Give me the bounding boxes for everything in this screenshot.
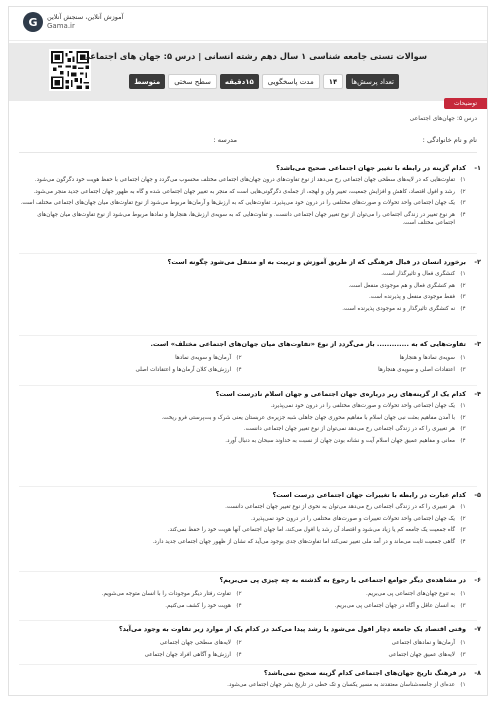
question-text: تفاوت‌هایی که به ............. باز می‌گردد از نوع «تفاوت‌های میان جهان‌های اجتماعی مختلف» است. [150, 340, 466, 348]
answer-option[interactable] [19, 282, 481, 291]
option-number: ۴) [460, 538, 466, 545]
option-number: ۱) [460, 355, 466, 361]
school-field-label[interactable]: مدرسه : [213, 136, 237, 144]
answer-option[interactable] [19, 293, 481, 302]
answer-option[interactable] [19, 354, 243, 363]
option-text: لایه‌های عمیق جهان اجتماعی [388, 651, 455, 658]
question-item [19, 257, 481, 313]
option-number: ۳) [460, 602, 466, 609]
answer-option[interactable] [243, 366, 467, 375]
answer-option[interactable] [19, 503, 481, 512]
question-separator [19, 620, 477, 621]
answer-option[interactable] [19, 305, 481, 314]
option-number: ۳) [460, 651, 466, 658]
answer-option[interactable] [243, 590, 467, 599]
answer-option[interactable] [19, 414, 481, 423]
option-number: ۲) [460, 414, 466, 421]
answer-option[interactable] [19, 651, 243, 660]
question-number: ۸- [474, 669, 481, 677]
option-text: یک جهان اجتماعی واحد تحولات و صورت‌های مختلفی را در درون خود نمی‌پذیرد. [270, 403, 455, 409]
option-text: به تنوع جهان‌های اجتماعی پی می‌بریم. [365, 591, 455, 597]
option-text: عده‌ای از جامعه‌شناسان معتقدند به مسیر یکسان و تک خطی در تاریخ بشر جهان اجتماعی می‌شود. [227, 682, 455, 688]
option-number: ۱) [460, 177, 466, 183]
option-text: تفاوت‌هایی که در لایه‌های سطحی جهان اجتماعی رخ می‌دهد از نوع تفاوت‌های درون جهان‌های اجتماعی مختلف محسوب می‌گردد و جهان اجتماعی با حفظ هویت خود دگرگون می‌شود. [34, 177, 455, 183]
question-number: ۱- [474, 164, 481, 172]
option-number: ۳) [460, 366, 466, 373]
option-text: معانی و مفاهیم عمیق جهان اسلام آیت و نشانه بودن جهان از نسبت به خداوند سبحان به دنبال آورد. [225, 437, 455, 444]
option-number: ۴) [236, 602, 242, 609]
answer-option[interactable] [19, 590, 243, 599]
answer-option[interactable] [243, 602, 467, 611]
question-number: ۷- [474, 625, 481, 633]
option-text: یک جهان اجتماعی واحد تحولات و صورت‌های مختلفی را در درون خود می‌پذیرد. تفاوت‌هایی که به ارزش‌ها و آرمان‌ها مربوط می‌شود از نوع تفاوت‌های میان جهان‌های اجتماعی مختلف است. [20, 200, 455, 206]
question-separator [19, 571, 477, 572]
lesson-title: درس ۵: جهان‌های اجتماعی [409, 115, 477, 122]
option-text: آرمان‌ها و نمادهای اجتماعی [391, 640, 455, 646]
option-number: ۴) [460, 437, 466, 444]
brand-title: آموزش آنلاین، سنجش آنلاین [47, 13, 124, 21]
option-text: هر تغییری را که در زندگی اجتماعی رخ می‌دهد نمی‌توان از نوع تغییر جهان اجتماعی دانست. [243, 426, 455, 432]
option-text: گاهی جمعیت ثابت می‌ماند و در آمد ملی تغییر نمی‌کند اما تفاوت‌های جدی بوجود می‌آید که نشان از ظهور جهان اجتماعی جدید دارد. [152, 538, 455, 545]
option-number: ۴) [460, 305, 466, 312]
question-text: کدام یک از گزینه‌های زیر درباره‌ی جهان اجتماعی و جهان اسلام نادرست است؟ [215, 390, 466, 398]
answer-option[interactable] [243, 651, 467, 660]
option-text: اعتقادات اصلی و سویه‌ی هنجارها [378, 366, 455, 373]
option-text: نه کنشگری تاثیرگذار و نه موجودی پذیرنده است. [342, 305, 455, 312]
answer-option[interactable] [19, 199, 481, 208]
answer-option[interactable] [19, 437, 481, 446]
answer-options [19, 503, 481, 546]
option-number: ۱) [460, 403, 466, 409]
option-text: یک جهان اجتماعی واحد تحولات تغییرات و صورت‌های مختلفی را در درون خود نمی‌پذیرد. [251, 515, 455, 522]
question-separator [19, 253, 477, 254]
option-number: ۱) [460, 640, 466, 646]
gama-logo-icon: G [23, 12, 43, 32]
brand[interactable] [23, 12, 123, 32]
brand-site: Gama.ir [47, 22, 75, 30]
question-stem [19, 257, 481, 267]
option-text: هم کنشگری فعال و هم موجودی منفعل است. [348, 282, 455, 289]
answer-option[interactable] [19, 211, 481, 228]
question-stem [19, 389, 481, 399]
option-text: هویت خود را کشف می‌کنیم. [165, 602, 231, 609]
answer-options [19, 176, 481, 228]
question-separator [19, 335, 477, 336]
name-field-label[interactable]: نام و نام خانوادگی : [422, 136, 477, 144]
answer-options [19, 587, 481, 610]
question-stem [19, 490, 481, 500]
option-number: ۴) [236, 366, 242, 373]
option-number: ۴) [460, 211, 466, 218]
question-separator [19, 486, 477, 487]
exam-header [9, 43, 487, 101]
answer-option[interactable] [243, 354, 467, 363]
difficulty-value: متوسط [129, 74, 165, 89]
option-number: ۲) [460, 515, 466, 522]
question-item [19, 668, 481, 690]
question-item [19, 389, 481, 445]
answer-option[interactable] [19, 515, 481, 524]
option-number: ۱) [460, 682, 466, 688]
option-text: هر تغییری را که در زندگی اجتماعی رخ می‌دهد می‌توان به نحوی از نوع تغییر جهان اجتماعی دانست. [225, 504, 455, 510]
answer-option[interactable] [19, 538, 481, 547]
question-text: کدام عبارت در رابطه با تغییرات جهان اجتماعی درست است؟ [272, 491, 466, 499]
option-number: ۱) [460, 591, 466, 597]
option-number: ۲) [236, 355, 242, 361]
option-text: هر نوع تغییر در زندگی اجتماعی را می‌توان از نوع تغییر جهان اجتماعی دانست. و تفاوت‌هایی که به سویه‌ی ارزش‌ها، هنجارها و نمادها مربوط می‌شود از نوع تفاوت‌های میان جهان‌های اجتماعی مختلف است. [37, 211, 455, 226]
option-number: ۳) [460, 527, 466, 533]
question-stem [19, 624, 481, 634]
question-item [19, 575, 481, 610]
question-text: در مشاهده‌ی دیگر جوامع اجتماعی با رجوع به گذشته به چه چیزی پی می‌بریم؟ [219, 576, 466, 584]
duration-label: مدت پاسخگویی [262, 74, 320, 89]
question-number: ۵- [474, 491, 481, 499]
option-number: ۱) [460, 504, 466, 510]
questions-count-value: ۱۴ [323, 74, 344, 89]
top-bar [9, 7, 487, 41]
option-text: به انسان عاقل و آگاه در جهان اجتماعی پی می‌بریم. [334, 602, 455, 609]
option-text: ارزش‌ها و آگاهی افراد جهان اجتماعی [144, 651, 231, 658]
question-text: کدام گزینه در رابطه با تغییر جهان اجتماعی صحیح می‌باشد؟ [276, 164, 466, 172]
divider [19, 152, 477, 153]
question-item [19, 163, 481, 228]
option-number: ۱) [460, 271, 466, 277]
option-text: با آمدن مفاهیم بعثت نبی جهان اسلام با مفاهیم محوری جهان جاهلی شبه جزیره‌ی عربستان یعنی شرک و بت‌پرستی فرو ریخت. [161, 414, 455, 421]
answer-option[interactable] [19, 526, 481, 535]
answer-options [19, 270, 481, 313]
question-stem [19, 163, 481, 173]
question-text: در فرهنگ تاریخ جهان‌های اجتماعی کدام گزینه صحیح نمی‌باشد؟ [263, 669, 466, 677]
question-item [19, 624, 481, 659]
answer-option[interactable] [19, 176, 481, 185]
option-text: گاه جمعیت یک جامعه کم یا زیاد می‌شود و اقتصاد آن رشد یا افول می‌کند، اما جهان اجتماعی آنها هویت خود را حفظ نمی‌کند. [167, 527, 455, 533]
option-text: تفاوت رفتار دیگر موجودات را با انسان متوجه می‌شویم. [101, 591, 231, 597]
option-text: سویه‌ی نمادها و هنجارها [399, 355, 455, 361]
question-text: وقتی اقتصاد یک جامعه دچار افول می‌شود یا رشد پیدا می‌کند در کدام یک از موارد زیر تفاوت به وجود می‌آید؟ [118, 625, 466, 633]
student-info-row [19, 136, 477, 148]
answer-options [19, 681, 481, 690]
answer-option[interactable] [19, 366, 243, 375]
duration-value: ۱۵دقیقه [220, 74, 259, 89]
answer-options [19, 402, 481, 445]
question-number: ۳- [474, 340, 481, 348]
exam-title: سوالات تستی جامعه شناسی ۱ سال دهم رشته انسانی | درس ۵: جهان های اجتماعی [81, 51, 427, 61]
question-separator [19, 664, 477, 665]
question-item [19, 490, 481, 546]
question-number: ۲- [474, 258, 481, 266]
description-ribbon: توضیحات [444, 98, 487, 109]
question-item [19, 339, 481, 374]
question-stem [19, 575, 481, 585]
questions-count-label: تعداد پرسش‌ها [346, 74, 399, 89]
answer-options [19, 351, 481, 374]
option-number: ۲) [460, 282, 466, 289]
answer-option[interactable] [19, 402, 481, 411]
option-number: ۳) [460, 426, 466, 432]
exam-stats [129, 74, 399, 89]
option-text: فقط موجودی منفعل و پذیرنده است. [368, 294, 455, 300]
question-stem [19, 668, 481, 678]
option-number: ۴) [236, 651, 242, 658]
answer-option[interactable] [19, 188, 481, 197]
answer-option[interactable] [19, 639, 243, 648]
difficulty-label: سطح سختی [168, 74, 217, 89]
question-number: ۶- [474, 576, 481, 584]
question-stem [19, 339, 481, 349]
option-text: کنشگری فعال و تاثیرگذار است. [381, 271, 455, 277]
option-number: ۲) [236, 591, 242, 597]
answer-option[interactable] [243, 639, 467, 648]
answer-options [19, 636, 481, 659]
question-separator [19, 385, 477, 386]
answer-option[interactable] [19, 602, 243, 611]
answer-option[interactable] [19, 425, 481, 434]
option-text: رشد و افول اقتصاد، کاهش و افزایش جمعیت، تغییر ولن و لهجه، از جمله‌ی دگرگونی‌هایی است که منجر به تغییر جهان اجتماعی شده و گاه به ظهور جهان اجتماعی جدید منجر می‌شود. [33, 188, 455, 195]
answer-option[interactable] [19, 681, 481, 690]
option-text: لایه‌های سطحی جهان اجتماعی [159, 640, 231, 646]
option-text: آرمان‌ها و سویه‌ی نمادها [175, 355, 231, 361]
worksheet-page [8, 6, 488, 696]
option-number: ۳) [460, 200, 466, 206]
answer-option[interactable] [19, 270, 481, 279]
option-number: ۲) [236, 640, 242, 646]
option-number: ۳) [460, 294, 466, 300]
option-text: ارزش‌های کلان آرمان‌ها و اعتقادات اصلی [135, 366, 231, 373]
question-number: ۴- [474, 390, 481, 398]
option-number: ۲) [460, 188, 466, 195]
question-text: برخورد انسان در قبال فرهنگی که از طریق آموزش و تربیت به او منتقل می‌شود چگونه است؟ [167, 258, 466, 266]
